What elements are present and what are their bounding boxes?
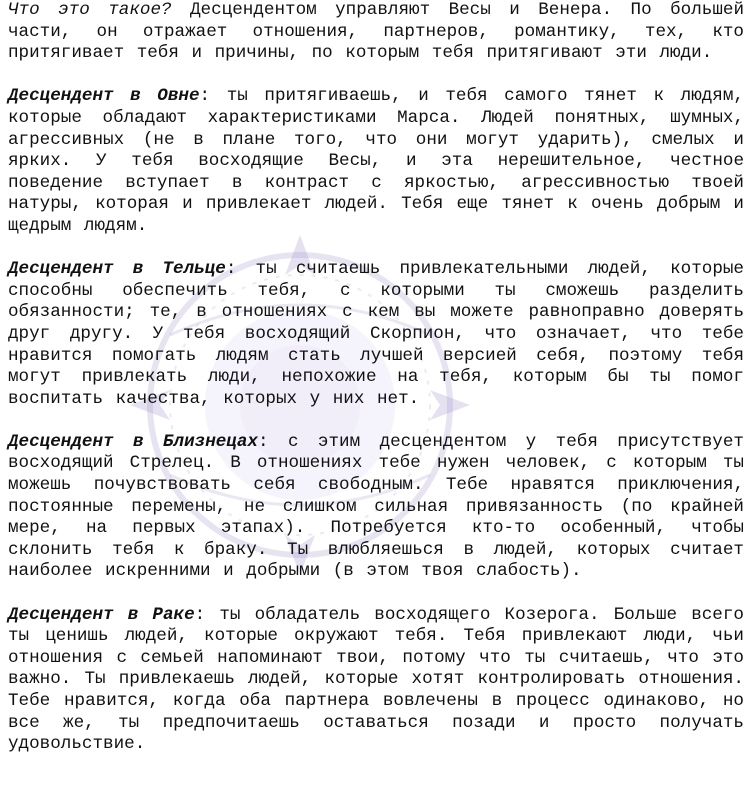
section-heading: Десцендент в Тельце	[8, 259, 226, 280]
section-cancer	[8, 605, 744, 756]
section-text: : с этим десцендентом у тебя присутствует восходящий Стрелец. В отношениях тебе нужен человек, с которым ты можешь почувствовать себя свободным. Тебе нравятся приключения, постоянные перемены, не слишком сильная привязанность (по крайней мере, на первых этапах). Потребуется кто-то особенный, чтобы склонить тебя к браку. Ты влюбляешься в людей, которых считает наиболее искренними и добрыми (в этом твоя слабость).	[8, 431, 744, 582]
section-text: : ты считаешь привлекательными людей, которые способны обеспечить тебя, с которыми ты сможешь разделить обязанности; те, в отношениях с кем вы можете равноправно доверять друг другу. У тебя восходящий Скорпион, что означает, что тебе нравится помогать людям стать лучшей версией себя, поэтому тебя могут привлекать люди, непохожие на тебя, которым бы ты помог воспитать качества, которых у них нет.	[8, 259, 744, 409]
section-gemini	[8, 432, 744, 583]
section-text: : ты обладатель восходящего Козерога. Больше всего ты ценишь людей, которые окружают тебя. Тебя привлекают люди, чьи отношения с семьей напоминают твои, потому что ты считаешь, что это важно. Ты привлекаешь людей, которые хотят контролировать отношения. Тебе нравится, когда оба партнера вовлечены в процесс одинаково, но все же, ты предпочитаешь оставаться позади и просто получать удовольствие.	[8, 604, 744, 755]
section-taurus	[8, 259, 744, 410]
intro-lead: Что это такое?	[8, 0, 172, 20]
section-heading: Десцендент в Близнецах	[8, 431, 258, 452]
section-aries	[8, 86, 744, 237]
section-text: : ты притягиваешь, и тебя самого тянет к людям, которые обладают характеристиками Марса. Людей понятных, шумных, агрессивных (не в плане того, что они могут ударить), смелых и ярких. У тебя восходящие Весы, и эта нерешительное, честное поведение вступает в контраст с яркостью, агрессивностью твоей натуры, которая и привлекает людей. Тебя еще тянет к очень добрым и щедрым людям.	[8, 86, 744, 236]
intro-paragraph	[8, 0, 744, 65]
intro-text: Десцендентом управляют Весы и Венера. По большей части, он отражает отношения, партнеров, романтику, тех, кто притягивает тебя и причины, по которым тебя притягивают эти люди.	[8, 0, 745, 64]
section-heading: Десцендент в Овне	[8, 86, 200, 107]
section-heading: Десцендент в Раке	[8, 604, 195, 625]
